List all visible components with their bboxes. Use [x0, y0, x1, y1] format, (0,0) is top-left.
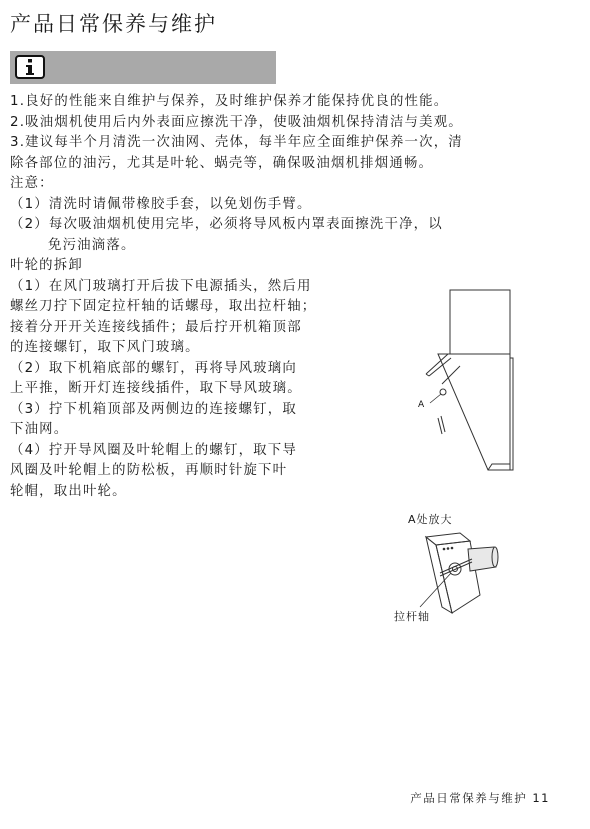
callout-a: [430, 394, 441, 403]
item-line: 除各部位的油污，尤其是叶轮、蜗壳等，确保吸油烟机排烟通畅。: [10, 155, 434, 171]
impeller-line: 的连接螺钉，取下风门玻璃。: [10, 340, 200, 355]
chimney-cover: [450, 290, 510, 354]
impeller-line: 轮帽，取出叶轮。: [10, 483, 127, 499]
impeller-line: 上平推，断开灯连接线插件，取下导风玻璃。: [10, 381, 302, 396]
hood-body: [438, 354, 513, 470]
range-hood-diagram: [412, 288, 522, 474]
impeller-line: （2）取下机箱底部的螺钉，再将导风玻璃向: [10, 360, 297, 376]
item-line: 3.建议每半个月清洗一次油网、壳体，每半年应全面维护保养一次，清: [10, 135, 463, 150]
detail-fan-cylinder: [468, 547, 498, 571]
impeller-line: （4）拧开导风圈及叶轮帽上的螺钉，取下导: [10, 442, 297, 458]
item-line: 2.吸油烟机使用后内外表面应擦洗干净，使吸油烟机保持清洁与美观。: [10, 114, 463, 130]
detail-pull-rod: [440, 559, 472, 576]
detail-a-diagram: [398, 527, 500, 615]
note-line: 免污油滴落。: [48, 237, 136, 253]
note-line: （1）清洗时请佩带橡胶手套，以免划伤手臂。: [10, 196, 312, 212]
note-line: （2）每次吸油烟机使用完毕，必须将导风板内罩表面擦洗干净，以: [10, 217, 443, 232]
glass-panel: [426, 354, 451, 434]
impeller-line: 螺丝刀拧下固定拉杆轴的话螺母，取出拉杆轴；: [10, 299, 317, 314]
impeller-line: 风圈及叶轮帽上的防松板，再顺时针旋下叶: [10, 463, 288, 478]
impeller-line: 下油网。: [10, 422, 69, 437]
page-title: 产品日常保养与维护: [10, 12, 217, 36]
notes-heading: 注意：: [10, 176, 54, 191]
item-line: 1.良好的性能来自维护与保养，及时维护保养才能保持优良的性能。: [10, 94, 449, 109]
pull-rod-label: 拉杆轴: [394, 610, 430, 623]
impeller-heading: 叶轮的拆卸: [10, 258, 83, 273]
detail-housing: [426, 533, 480, 613]
maintenance-items: [10, 92, 463, 502]
marker-a: A: [418, 400, 425, 410]
detail-caption: A处放大: [408, 513, 453, 526]
info-icon: [15, 55, 45, 79]
impeller-line: （3）拧下机箱顶部及两侧边的连接螺钉，取: [10, 401, 297, 417]
info-banner: [10, 51, 276, 84]
impeller-line: 接着分开开关连接线插件；最后拧开机箱顶部: [10, 319, 302, 335]
pull-rod: [440, 366, 460, 395]
impeller-line: （1）在风门玻璃打开后拔下电源插头，然后用: [10, 278, 312, 294]
page-footer: 产品日常保养与维护 11: [410, 791, 550, 805]
detail-panel-slots: [443, 547, 454, 551]
